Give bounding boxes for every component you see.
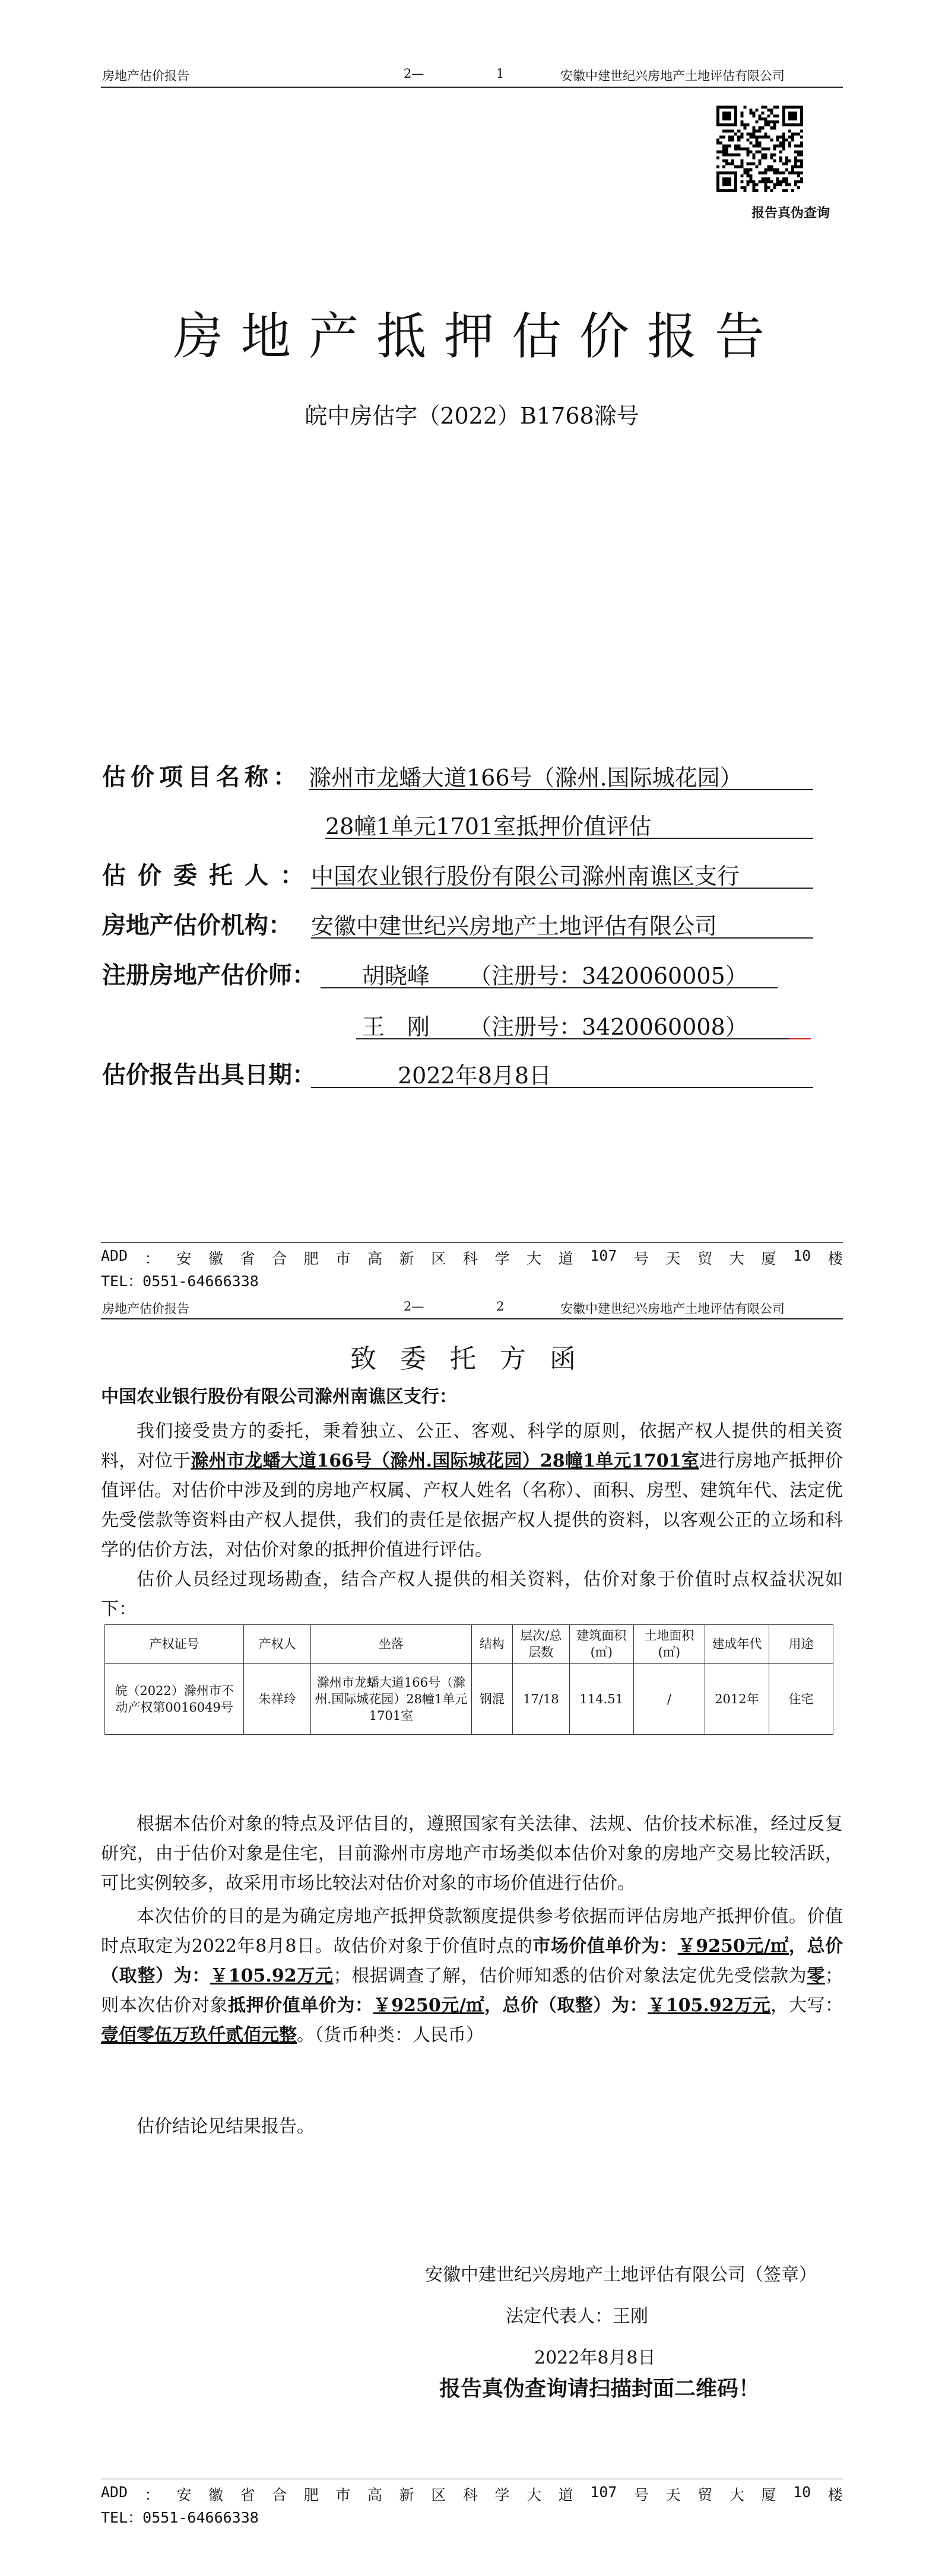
letter-title: 致委托方函 [350, 1344, 600, 1374]
mortgage-unit-price: ￥9250元/㎡ [373, 1995, 484, 2016]
authenticity-notice: 报告真伪查询请扫描封面二维码！ [439, 2377, 760, 2401]
underline [309, 789, 813, 790]
client-value: 中国农业银行股份有限公司滁州南谯区支行 [311, 863, 740, 889]
signature-representative: 法定代表人：王刚 [506, 2306, 648, 2327]
table-cell: 钢混 [471, 1664, 512, 1735]
header-page-prefix: 2— [404, 66, 424, 81]
header-right: 安徽中建世纪兴房地产土地评估有限公司 [560, 1302, 785, 1316]
date-value: 2022年8月8日 [398, 1063, 552, 1089]
market-total-label: ，总价（取整）为： [101, 1936, 843, 1986]
table-header: 产权人 [244, 1625, 311, 1664]
underline [356, 1038, 789, 1039]
paragraph-1 [101, 1417, 843, 1565]
footer-address: ADD ： 安 徽 省 合 肥 市 高 新 区 科 学 大 道 107 号 天 贸 大 厦 10 楼 [101, 1247, 843, 1267]
table-cell: 朱祥玲 [244, 1664, 311, 1735]
project-value-line1: 滁州市龙蟠大道166号（滁州.国际城花园） [309, 765, 743, 791]
table-cell: / [633, 1664, 705, 1735]
amount-in-words: 壹佰零伍万玖仟贰佰元整 [101, 2025, 297, 2046]
market-unit-label: 市场价值单价为： [532, 1936, 678, 1957]
table-cell: 滁州市龙蟠大道166号（滁州.国际城花园）28幢1单元1701室 [311, 1664, 472, 1735]
table-header: 层次/总层数 [512, 1625, 569, 1664]
market-total-price: ￥105.92万元 [210, 1966, 334, 1986]
appraiser-label: 注册房地产估价师： [102, 962, 316, 989]
header-page-prefix: 2— [404, 1299, 424, 1314]
table-header: 建筑面积(㎡) [569, 1625, 633, 1664]
paragraph-2: 估价人员经过现场勘查，结合产权人提供的相关资料，估价对象于价值时点权益状况如下： [101, 1569, 843, 1620]
market-unit-price: ￥9250元/㎡ [677, 1936, 789, 1957]
text: ；则本次估价对象 [101, 1966, 843, 2016]
table-header: 用途 [769, 1625, 833, 1664]
table-header: 产权证号 [105, 1625, 244, 1664]
underline [311, 888, 813, 889]
priority-claim: 零 [807, 1966, 826, 1986]
paragraph-4 [101, 1902, 843, 2050]
mortgage-total-label: ，总价（取整）为： [484, 1995, 648, 2016]
footer-tel: TEL：0551-64666338 [101, 1273, 259, 1290]
footer-tel: TEL：0551-64666338 [101, 2509, 259, 2526]
table-header: 结构 [471, 1625, 512, 1664]
header-page-number: 1 [496, 66, 505, 81]
table-header-row [105, 1625, 833, 1664]
underline-red-mark [789, 1038, 811, 1039]
text: 。（货币种类：人民币） [297, 2025, 484, 2046]
signature-date: 2022年8月8日 [534, 2348, 656, 2368]
text: ；根据调查了解，估价师知悉的估价对象法定优先受偿款为 [333, 1966, 807, 1986]
date-label: 估价报告出具日期： [102, 1061, 316, 1089]
appraiser1-reg: （注册号：3420060005） [469, 963, 748, 989]
table-header: 坐落 [311, 1625, 472, 1664]
table-cell: 114.51 [569, 1664, 633, 1735]
property-address: 滁州市龙蟠大道166号（滁州.国际城花园）28幢1单元1701室 [191, 1451, 700, 1471]
underline [311, 937, 813, 939]
appraiser2-name: 王 刚 [362, 1014, 430, 1040]
underline [311, 1087, 813, 1088]
addressee: 中国农业银行股份有限公司滁州南谯区支行： [101, 1386, 457, 1407]
org-value: 安徽中建世纪兴房地产土地评估有限公司 [311, 913, 718, 939]
table-cell: 皖（2022）滁州市不动产权第0016049号 [105, 1664, 244, 1735]
header-rule [101, 87, 843, 88]
underline [325, 838, 813, 839]
header-left: 房地产估价报告 [102, 1302, 189, 1316]
underline [321, 987, 778, 988]
mortgage-total-price: ￥105.92万元 [648, 1995, 771, 2016]
appraiser2-reg: （注册号：3420060008） [469, 1014, 748, 1040]
table-header: 土地面积(㎡) [633, 1625, 705, 1664]
table-cell: 住宅 [769, 1664, 833, 1735]
paragraph-3: 根据本估价对象的特点及评估目的，遵照国家有关法律、法规、估价技术标准，经过反复研究，由于估价对象是住宅，目前滁州市房地产市场类似本估价对象的房地产交易比较活跃，可比实例较多，故采用市场比较法对估价对象的市场价值进行估价。 [101, 1814, 843, 1894]
footer-rule [101, 1242, 843, 1243]
org-label: 房地产估价机构： [102, 912, 292, 939]
text: 进行房地产抵押价值评估。对估价中涉及到的房地产权属、产权人姓名（名称）、面积、房型、建筑年代、法定优先受偿款等资料由产权人提供，我们的责任是依据产权人提供的资料，以客观公正的立场和科学的估价方法，对估价对象的抵押价值进行评估。 [101, 1451, 843, 1560]
header-page-number: 2 [496, 1299, 505, 1314]
table-cell: 2012年 [705, 1664, 769, 1735]
table-row [105, 1664, 833, 1735]
project-value-line2: 28幢1单元1701室抵押价值评估 [325, 813, 652, 839]
text: 本次估价的目的是为确定房地产抵押贷款额度提供参考依据而评估房地产抵押价值。价值时点取定为2022年8月8日。故估价对象于价值时点的 [101, 1906, 843, 1957]
client-label: 估价委托人： [102, 862, 316, 889]
header-left: 房地产估价报告 [102, 69, 189, 83]
paragraph-5: 估价结论见结果报告。 [137, 2116, 315, 2137]
text: ，大写： [770, 1995, 843, 2016]
qr-code-icon[interactable] [716, 106, 803, 192]
appraiser1-name: 胡晓峰 [362, 963, 430, 989]
report-number: 皖中房估字（2022）B1768滁号 [305, 403, 639, 429]
rights-table [104, 1624, 833, 1735]
table-cell: 17/18 [512, 1664, 569, 1735]
footer-address: ADD ： 安 徽 省 合 肥 市 高 新 区 科 学 大 道 107 号 天 贸 大 厦 10 楼 [101, 2483, 843, 2504]
project-label: 估价项目名称： [102, 764, 302, 791]
header-right: 安徽中建世纪兴房地产土地评估有限公司 [560, 69, 785, 83]
text: 我们接受贵方的委托，秉着独立、公正、客观、科学的原则，依据产权人提供的相关资料，对位于 [101, 1421, 843, 1471]
header-rule [101, 1318, 843, 1319]
mortgage-unit-label: 抵押价值单价为： [228, 1995, 373, 2016]
qr-caption: 报告真伪查询 [751, 206, 830, 221]
table-header: 建成年代 [705, 1625, 769, 1664]
report-title: 房地产抵押估价报告 [173, 307, 782, 365]
signature-company: 安徽中建世纪兴房地产土地评估有限公司（签章） [425, 2265, 817, 2285]
